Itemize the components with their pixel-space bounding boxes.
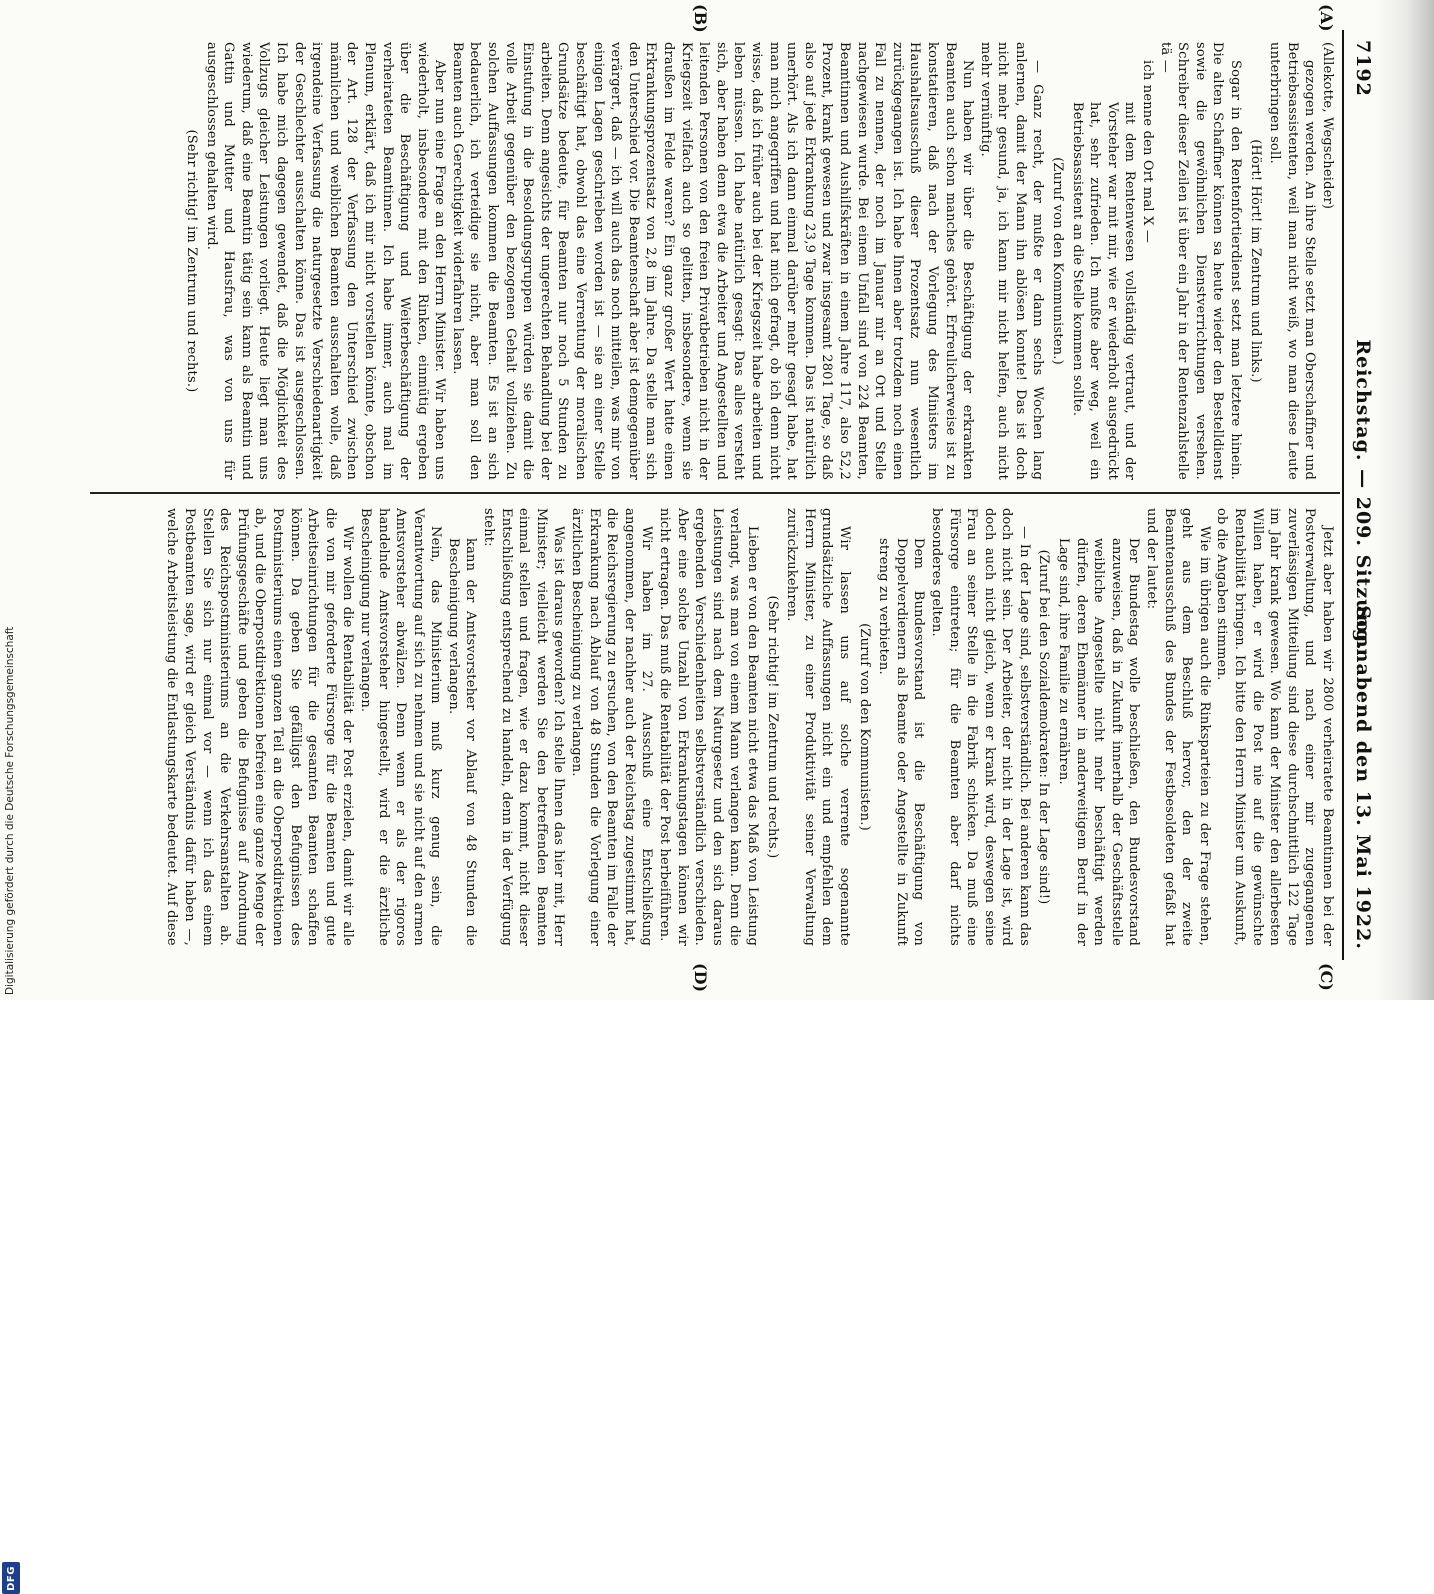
text-paragraph: kann der Amtsvorsteher vor Ablauf von 48 Stunden die Bescheinigung verlangen. [445,538,479,946]
page-edge-shadow [1374,0,1434,1000]
right-text-column [96,508,1336,946]
rotated-document-page [90,4,1380,993]
page-number: 7192 [1352,40,1374,97]
digitization-note: Digitalisierung gefördert durch die Deutsche Forschungsgemeinschaft [4,626,16,995]
text-paragraph: Was ist daraus geworden? Ich stelle Ihnen das hier mit, Herr Minister; vielleicht werden Sie den betreffenden Beamten einmal stellen und fragen, wie er dazu kommt, nicht dieser Entschließung entsprechend zu handeln, denn in der Verfügung steht: [481,508,567,946]
text-paragraph: (Sehr richtig! im Zentrum und rechts.) [764,595,780,859]
text-paragraph: Wir wollen die Rentabilität der Post erzielen, damit wir alle die von mir geforderte Fürsorge für die Beamten und gute Arbeitseinrichtungen für die gesamten Beamten schaffen können. Da geben Sie gefälligst den Befugnissen des Postministeriums einen ganzen Teil an die Oberpostdirektionen ab, und die Oberpostdirektionen befreien eine ganze Menge der Prüfungsgeschäfte und geben die Befugnisse auf Anordnung des Reichspostministeriums an die Verkehrsanstalten ab. Stellen Sie sich nur einmal vor — wenn ich das einem Postbeamten sage, wird er gleich Verständnis dafür haben —, welche Arbeitsleistung die Entlastungskarte bedeutet. Auf diese [164,508,356,946]
margin-marker-d: (D) [691,963,710,993]
text-paragraph: Jetzt aber haben wir 2800 verheiratete Beamtinnen bei der Postverwaltung, und nach einer mir zugegangenen zuverlässigen Mitteilung sind diese durchschnittlich 122 Tage im Jahr krank gewesen. Wo kann der Minister den allerbesten Willen haben, er wird die Post nie auf die gewünschte Rentabilität bringen. Ich bitte den Herrn Minister um Auskunft, ob die Angaben stimmen. [1214,508,1335,946]
text-paragraph: (Zuruf von den Kommunisten.) [856,623,872,831]
text-paragraph: gezogen werden. An ihre Stelle setzt man Oberschaffner und Betriebsassistenten, weil man nicht weiß, wo man diese Leute unterbringen soll. [1267,42,1318,480]
text-paragraph: (Zuruf bei den Sozialdemokraten: In der Lage sind!) [1036,549,1052,905]
page-header [1346,30,1380,960]
session-title: Reichstag. — 209. Sitzung. [1352,339,1374,651]
text-paragraph: (Sehr richtig! im Zentrum und rechts.) [184,129,199,393]
text-paragraph: Wir lassen uns auf solche verrente sogenannte grundsätzliche Auffassungen nicht ein und empfehlen dem Herrn Minister, zu einer Produktivität seiner Verwaltung zurückzukehren. [784,508,852,946]
text-paragraph: ich nenne den Ort mal X — [1140,60,1156,244]
text-paragraph: mit dem Rentenwesen vollständig vertraut, und der Vorsteher war mit mir, wie er wiederholt ausgedrückt hat, sehr zufrieden. Ich mußte aber weg, weil ein Betriebsassistent an die Stelle kommen sollte. [1069,102,1138,480]
text-paragraph: Dem Bundesvorstand ist die Beschäftigung von Doppelverdienern als Beamte oder Angestellte in Zukunft streng zu verbieten. [876,538,927,946]
text-paragraph: (Hört! Hört! im Zentrum und links.) [1247,139,1263,383]
text-paragraph: (Allekotte, Wegscheider) [1320,42,1335,210]
digitization-sidebar [0,600,22,1591]
session-date: Sonnabend den 13. Mai 1922. [1352,605,1374,950]
text-paragraph: Lieben er von den Beamten nicht etwa das Maß von Leistung verlangt, was man von einem Mann verlangen kann. Denn die Leistungen sind nach dem Naturgesetz und den sich daraus ergebenden Verschiedenheiten selbstverständlich verschieden. Aber eine solche Unzahl von Erkrankungstagen können wir nicht ertragen. Das muß die Rentabilität der Post herbeiführen. [657,508,760,946]
text-paragraph: — In der Lage sind, selbstverständlich. Bei anderen kann das doch nicht sein. Der Arbeiter, der nicht in der Lage ist, wird doch auch nicht gleich, wenn er krank wird, deswegen seine Frau an seiner Stelle in die Fabrik schicken. Da muß eine Fürsorge eintreten; für die Beamten aber darf nichts besonderes gelten. [928,508,1032,946]
header-rule [1342,30,1344,960]
margin-marker-b: (B) [691,4,710,33]
text-paragraph: Nun haben wir über die Beschäftigung der erkrankten Beamten auch schon manches gehört. Erfreulicherweise ist zu konstatieren, daß nach der Vorlegung des Ministers im Haushaltsausschuß dieser Prozentsatz nun wesentlich zurückgegangen ist. Ich habe Ihnen aber trotzdem noch einen Fall zu nennen, der noch im Januar mir an Ort und Stelle nachgewiesen wurde. Bei einem Unfall sind von 224 Beamten, Beamtinnen und Aushilfskräften in einem Jahre 117, also 52,2 Prozent, krank gewesen und zwar insgesamt 2801 Tage, so daß also auf jede Erkrankung 23,9 Tage kommen. Das ist natürlich unerhört. Als ich dann einmal darüber mehr gesagt habe, hat man mich angegriffen und hat mich gefragt, ob ich denn nicht wisse, daß ich früher auch bei der Kriegszeit habe arbeiten und leben müssen. Ich habe natürlich gesagt: Das alles versteht sich, aber haben denn etwa die Arbeiter und Angestellten und leitenden Personen von den freien Privatbetrieben nicht in der Kriegszeit vielfach auch so gelitten, insbesondere, wenn sie draußen im Felde waren? Ein ganz großer Wert hatte einen Erkrankungsprozentsatz von 2,8 im Jahre. Da stelle man sich den Unterschied vor. Die Beamtenschaft aber ist demgegenüber verärgert, daß — ich will auch das noch mitteilen, was mir von einigen Lagen geschrieben worden ist — sie an einer Stelle beschäftigt hat, obwohl das eine Verrentung der moralischen Grundsätze bedeute, für Beamten nur noch 5 Stunden zu arbeiten. Denn angesichts der ungerechten Behandlung bei der Einstufung in die Besoldungsgruppen würden sie damit die volle Arbeit gegenüber den bezogenen Gehalt vollziehen. Zu solchen Auffassungen kommen die Beamten. Es ist an sich bedauerlich, ich verteidige sie nicht, aber man soll den Beamten auch Gerechtigkeit widerfahren lassen. [449,42,976,480]
text-paragraph: Wir haben im 27. Ausschuß eine Entschließung angenommen, der nachher auch der Reichstag zugestimmt hat, die Reichsregierung zu ersuchen, von den Beamten im Falle der Erkrankung nach Ablauf von 48 Stunden die Vorlegung einer ärztlichen Bescheinigung zu verlangen. [569,508,655,946]
dfg-logo [2,1562,20,1594]
text-paragraph: Der Bundestag wolle beschließen, den Bundesvorstand anzuweisen, daß in Zukunft innerhalb der Geschäftsstelle weibliche Angestellte nicht mehr beschäftigt werden dürfen, deren Ehemänner in anderweitigem Beruf in der Lage sind, ihre Familie zu ernähren. [1056,538,1142,946]
text-paragraph: — Ganz recht, der mußte er dann sechs Wochen lang anlernen, damit der Mann ihn ablösen konnte! Das ist doch nicht mehr gesund, ja, ich kann mir nicht helfen, auch nicht mehr vernünftig. [977,42,1046,480]
text-paragraph: Aber nun eine Frage an den Herrn Minister. Wir haben uns wiederholt, insbesondere mit den Rinken, einmütig ergeben über die Beschäftigung und Weiterbeschäftigung der verheirateten Beamtinnen. Ich habe immer, auch mal im Plenum, erklärt, daß ich mir nicht vorstellen könnte, obschon der Art. 128 der Verfassung den Unterschied zwischen männlichen und weiblichen Beamten ausschalten wolle, daß irgendeine Verfassung die naturgesetzte Verschiedenartigkeit der Geschlechter ausschalten könne. Das ist ausgeschlossen. Ich habe mich dagegen gewendet, daß die Möglichkeit des Vollzugs gleicher Leistungen vorliegt. Heute liegt man uns wiederum, daß eine Beamtin tätig sein kann als Beamtin und Gattin und Mutter und Hausfrau, was von uns für ausgeschlossen gehalten wird. [203,42,448,480]
text-paragraph: Sogar in den Rentenfortierdienst setzt man letztere hinein. Die alten Schaffner können sa heute wieder den Bestelldienst sowie die gewöhnlichen Dienstverrichtungen versehen. Schreiber dieser Zeilen ist über ein Jahr in der Rentenzahlstelle tä — [1157,42,1244,480]
text-paragraph: Wie im übrigen auch die Rinksparteien zu der Frage stehen, geht aus dem Beschluß hervor, den der zweite Beamtenausschuß des Bundes der Festbesoldeten gefaßt hat und der lautet: [1144,508,1212,946]
text-paragraph: (Zuruf von den Kommunisten.) [1050,157,1066,365]
dfg-logo-text: DFG [5,1565,17,1591]
column-divider [90,492,1340,494]
margin-marker-a: (A) [1317,4,1336,32]
text-paragraph: Nein, das Ministerium muß kurz genug sein, die Verantwortung auf sich zu nehmen und sie nicht auf den armen Amtsvorsteher abwälzen. Denn wenn er als der rigoros handelnde Amtsvorsteher hingestellt, wird er die ärztliche Bescheinigung nur verlangen. [357,508,444,946]
left-text-column [96,42,1336,480]
margin-marker-c: (C) [1317,963,1336,991]
